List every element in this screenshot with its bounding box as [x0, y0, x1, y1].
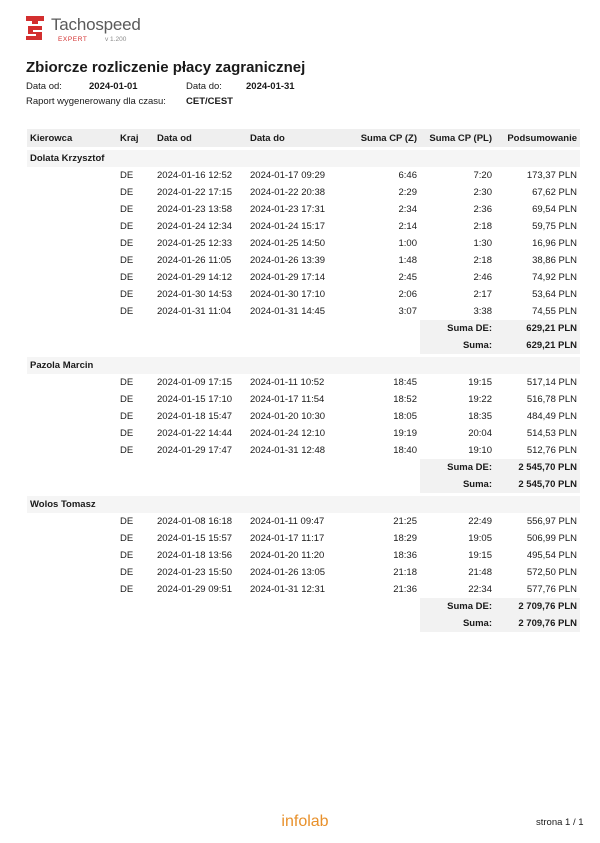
cell-date-from: 2024-01-29 09:51 — [157, 584, 233, 595]
cell-summary: 74,92 PLN — [532, 272, 577, 283]
cell-driver-empty — [27, 425, 117, 442]
cell-sum-cp-pl: 19:10 — [468, 445, 492, 456]
cell-sum-cp-z: 1:48 — [398, 255, 417, 266]
table-row — [27, 167, 580, 184]
table-row — [27, 201, 580, 218]
sum-empty — [27, 476, 420, 493]
cell-sum-cp-z: 21:36 — [393, 584, 417, 595]
cell-date-to: 2024-01-17 09:29 — [250, 170, 326, 181]
cell-date-from: 2024-01-22 17:15 — [157, 187, 233, 198]
cell-driver-empty — [27, 547, 117, 564]
sum-empty — [27, 337, 420, 354]
country-sum-label: Suma DE: — [420, 320, 495, 337]
col-header-country: Kraj — [117, 129, 154, 147]
cell-driver-empty — [27, 530, 117, 547]
table-row — [27, 235, 580, 252]
driver-total-label: Suma: — [420, 615, 495, 632]
cell-driver-empty — [27, 374, 117, 391]
table-row — [27, 391, 580, 408]
cell-date-from: 2024-01-22 14:44 — [157, 428, 233, 439]
cell-sum-cp-z: 1:00 — [398, 238, 417, 249]
cell-date-to: 2024-01-30 17:10 — [250, 289, 326, 300]
col-header-sum-cp-z: Suma CP (Z) — [340, 129, 420, 147]
driver-name: Pazola Marcin — [27, 357, 580, 374]
cell-driver-empty — [27, 201, 117, 218]
cell-driver-empty — [27, 252, 117, 269]
cell-country: DE — [120, 411, 134, 422]
cell-sum-cp-z: 2:14 — [398, 221, 417, 232]
cell-date-from: 2024-01-18 13:56 — [157, 550, 233, 561]
cell-date-to: 2024-01-11 10:52 — [250, 377, 325, 388]
driver-row — [27, 496, 580, 513]
cell-sum-cp-pl: 19:15 — [468, 377, 492, 388]
cell-date-to: 2024-01-31 12:48 — [250, 445, 326, 456]
table-row — [27, 530, 580, 547]
table-row — [27, 408, 580, 425]
cell-date-to: 2024-01-31 12:31 — [250, 584, 326, 595]
driver-total-label: Suma: — [420, 337, 495, 354]
cell-driver-empty — [27, 408, 117, 425]
table-row — [27, 218, 580, 235]
table-row — [27, 425, 580, 442]
cell-sum-cp-pl: 19:15 — [468, 550, 492, 561]
country-sum-label: Suma DE: — [420, 459, 495, 476]
cell-sum-cp-z: 21:18 — [393, 567, 417, 578]
driver-name: Wolos Tomasz — [27, 496, 580, 513]
col-header-sum-cp-pl: Suma CP (PL) — [420, 129, 495, 147]
date-from-value: 2024-01-01 — [89, 81, 138, 92]
table-row — [27, 269, 580, 286]
cell-driver-empty — [27, 269, 117, 286]
cell-sum-cp-pl: 19:05 — [468, 533, 492, 544]
driver-total-value: 629,21 PLN — [495, 337, 580, 354]
cell-country: DE — [120, 306, 134, 317]
table-row — [27, 513, 580, 530]
cell-sum-cp-z: 2:29 — [398, 187, 417, 198]
cell-country: DE — [120, 550, 134, 561]
cell-country: DE — [120, 533, 134, 544]
table-row — [27, 564, 580, 581]
cell-sum-cp-pl: 2:30 — [473, 187, 492, 198]
date-to-label: Data do: — [186, 81, 222, 92]
col-header-date-from: Data od — [154, 129, 247, 147]
cell-date-to: 2024-01-26 13:05 — [250, 567, 326, 578]
cell-sum-cp-pl: 19:22 — [468, 394, 492, 405]
table-row — [27, 303, 580, 320]
table-row — [27, 286, 580, 303]
cell-country: DE — [120, 567, 134, 578]
cell-country: DE — [120, 187, 134, 198]
cell-sum-cp-z: 3:07 — [398, 306, 417, 317]
cell-country: DE — [120, 394, 134, 405]
cell-summary: 38,86 PLN — [532, 255, 577, 266]
table-row — [27, 442, 580, 459]
cell-sum-cp-z: 18:05 — [393, 411, 417, 422]
cell-driver-empty — [27, 564, 117, 581]
cell-date-from: 2024-01-16 12:52 — [157, 170, 233, 181]
cell-sum-cp-pl: 18:35 — [468, 411, 492, 422]
cell-date-from: 2024-01-23 15:50 — [157, 567, 233, 578]
settlement-table — [27, 129, 580, 632]
infolab-logo-text: infolab — [281, 813, 329, 830]
cell-sum-cp-pl: 2:18 — [473, 255, 492, 266]
cell-sum-cp-pl: 22:49 — [468, 516, 492, 527]
cell-date-to: 2024-01-29 17:14 — [250, 272, 326, 283]
cell-sum-cp-z: 6:46 — [398, 170, 417, 181]
cell-summary: 53,64 PLN — [532, 289, 577, 300]
country-sum-row — [27, 598, 580, 615]
cell-sum-cp-pl: 2:36 — [473, 204, 492, 215]
cell-date-to: 2024-01-22 20:38 — [250, 187, 326, 198]
cell-date-from: 2024-01-25 12:33 — [157, 238, 233, 249]
col-header-summary: Podsumowanie — [495, 129, 580, 147]
cell-sum-cp-z: 2:34 — [398, 204, 417, 215]
cell-date-to: 2024-01-24 12:10 — [250, 428, 326, 439]
cell-driver-empty — [27, 184, 117, 201]
cell-driver-empty — [27, 286, 117, 303]
driver-name: Dolata Krzysztof — [27, 150, 580, 167]
cell-summary: 495,54 PLN — [526, 550, 577, 561]
cell-driver-empty — [27, 442, 117, 459]
col-header-driver: Kierowca — [27, 129, 117, 147]
cell-summary: 74,55 PLN — [532, 306, 577, 317]
cell-country: DE — [120, 170, 134, 181]
cell-date-to: 2024-01-24 15:17 — [250, 221, 326, 232]
country-sum-value: 629,21 PLN — [495, 320, 580, 337]
date-from-label: Data od: — [26, 81, 62, 92]
sum-empty — [27, 320, 420, 337]
cell-driver-empty — [27, 167, 117, 184]
cell-country: DE — [120, 584, 134, 595]
cell-country: DE — [120, 445, 134, 456]
country-sum-label: Suma DE: — [420, 598, 495, 615]
cell-country: DE — [120, 238, 134, 249]
infolab-logo — [270, 810, 340, 832]
cell-summary: 16,96 PLN — [532, 238, 577, 249]
country-sum-row — [27, 320, 580, 337]
cell-driver-empty — [27, 581, 117, 598]
cell-date-from: 2024-01-23 13:58 — [157, 204, 233, 215]
table-header — [27, 129, 580, 147]
cell-country: DE — [120, 289, 134, 300]
cell-date-to: 2024-01-20 10:30 — [250, 411, 326, 422]
table-row — [27, 252, 580, 269]
country-sum-value: 2 545,70 PLN — [495, 459, 580, 476]
cell-sum-cp-pl: 7:20 — [473, 170, 492, 181]
table-row — [27, 547, 580, 564]
cell-sum-cp-z: 2:45 — [398, 272, 417, 283]
cell-sum-cp-z: 2:06 — [398, 289, 417, 300]
cell-summary: 517,14 PLN — [526, 377, 577, 388]
cell-date-from: 2024-01-29 14:12 — [157, 272, 233, 283]
table-body — [27, 147, 580, 632]
cell-summary: 506,99 PLN — [526, 533, 577, 544]
cell-date-from: 2024-01-30 14:53 — [157, 289, 233, 300]
report-title: Zbiorcze rozliczenie płacy zagranicznej — [26, 59, 306, 76]
cell-driver-empty — [27, 218, 117, 235]
tachospeed-logo — [24, 14, 174, 44]
brand-edition: EXPERT — [58, 36, 88, 43]
cell-country: DE — [120, 221, 134, 232]
timezone-label: Raport wygenerowany dla czasu: — [26, 96, 166, 107]
cell-country: DE — [120, 255, 134, 266]
cell-summary: 577,76 PLN — [526, 584, 577, 595]
cell-country: DE — [120, 377, 134, 388]
cell-date-from: 2024-01-15 17:10 — [157, 394, 233, 405]
cell-date-from: 2024-01-29 17:47 — [157, 445, 233, 456]
cell-summary: 514,53 PLN — [526, 428, 577, 439]
cell-sum-cp-pl: 22:34 — [468, 584, 492, 595]
cell-sum-cp-pl: 2:46 — [473, 272, 492, 283]
driver-total-value: 2 545,70 PLN — [495, 476, 580, 493]
cell-country: DE — [120, 204, 134, 215]
driver-total-label: Suma: — [420, 476, 495, 493]
cell-date-to: 2024-01-20 11:20 — [250, 550, 325, 561]
cell-sum-cp-z: 19:19 — [393, 428, 417, 439]
sum-empty — [27, 615, 420, 632]
col-header-date-to: Data do — [247, 129, 340, 147]
driver-total-row — [27, 476, 580, 493]
cell-sum-cp-z: 18:36 — [393, 550, 417, 561]
cell-sum-cp-pl: 2:17 — [473, 289, 492, 300]
cell-summary: 512,76 PLN — [526, 445, 577, 456]
page-number: strona 1 / 1 — [536, 817, 584, 828]
cell-date-from: 2024-01-09 17:15 — [157, 377, 233, 388]
cell-driver-empty — [27, 391, 117, 408]
cell-date-from: 2024-01-08 16:18 — [157, 516, 233, 527]
cell-summary: 69,54 PLN — [532, 204, 577, 215]
cell-driver-empty — [27, 513, 117, 530]
cell-date-from: 2024-01-24 12:34 — [157, 221, 233, 232]
cell-sum-cp-pl: 3:38 — [473, 306, 492, 317]
cell-date-from: 2024-01-15 15:57 — [157, 533, 233, 544]
tachospeed-mark-icon — [24, 14, 46, 42]
cell-driver-empty — [27, 235, 117, 252]
cell-date-to: 2024-01-25 14:50 — [250, 238, 326, 249]
cell-sum-cp-pl: 2:18 — [473, 221, 492, 232]
cell-sum-cp-pl: 1:30 — [473, 238, 492, 249]
cell-sum-cp-pl: 20:04 — [468, 428, 492, 439]
cell-sum-cp-z: 21:25 — [393, 516, 417, 527]
cell-date-from: 2024-01-18 15:47 — [157, 411, 233, 422]
driver-total-row — [27, 337, 580, 354]
brand-name: Tachospeed — [51, 15, 141, 34]
driver-row — [27, 357, 580, 374]
timezone-value: CET/CEST — [186, 96, 233, 107]
cell-summary: 572,50 PLN — [526, 567, 577, 578]
cell-date-to: 2024-01-11 09:47 — [250, 516, 325, 527]
driver-row — [27, 150, 580, 167]
table-row — [27, 184, 580, 201]
cell-summary: 516,78 PLN — [526, 394, 577, 405]
cell-summary: 67,62 PLN — [532, 187, 577, 198]
cell-country: DE — [120, 428, 134, 439]
cell-date-to: 2024-01-26 13:39 — [250, 255, 326, 266]
brand-version: v 1.200 — [105, 36, 127, 43]
sum-empty — [27, 459, 420, 476]
cell-country: DE — [120, 516, 134, 527]
country-sum-row — [27, 459, 580, 476]
cell-sum-cp-z: 18:52 — [393, 394, 417, 405]
table-row — [27, 581, 580, 598]
cell-date-to: 2024-01-17 11:54 — [250, 394, 325, 405]
cell-sum-cp-z: 18:45 — [393, 377, 417, 388]
cell-date-to: 2024-01-31 14:45 — [250, 306, 326, 317]
cell-summary: 59,75 PLN — [532, 221, 577, 232]
cell-date-to: 2024-01-23 17:31 — [250, 204, 326, 215]
cell-date-from: 2024-01-26 11:05 — [157, 255, 232, 266]
cell-summary: 484,49 PLN — [526, 411, 577, 422]
sum-empty — [27, 598, 420, 615]
driver-total-row — [27, 615, 580, 632]
cell-country: DE — [120, 272, 134, 283]
cell-summary: 173,37 PLN — [526, 170, 577, 181]
cell-summary: 556,97 PLN — [526, 516, 577, 527]
cell-driver-empty — [27, 303, 117, 320]
cell-sum-cp-z: 18:40 — [393, 445, 417, 456]
country-sum-value: 2 709,76 PLN — [495, 598, 580, 615]
cell-sum-cp-z: 18:29 — [393, 533, 417, 544]
cell-sum-cp-pl: 21:48 — [468, 567, 492, 578]
date-to-value: 2024-01-31 — [246, 81, 295, 92]
cell-date-to: 2024-01-17 11:17 — [250, 533, 325, 544]
driver-total-value: 2 709,76 PLN — [495, 615, 580, 632]
table-row — [27, 374, 580, 391]
cell-date-from: 2024-01-31 11:04 — [157, 306, 232, 317]
